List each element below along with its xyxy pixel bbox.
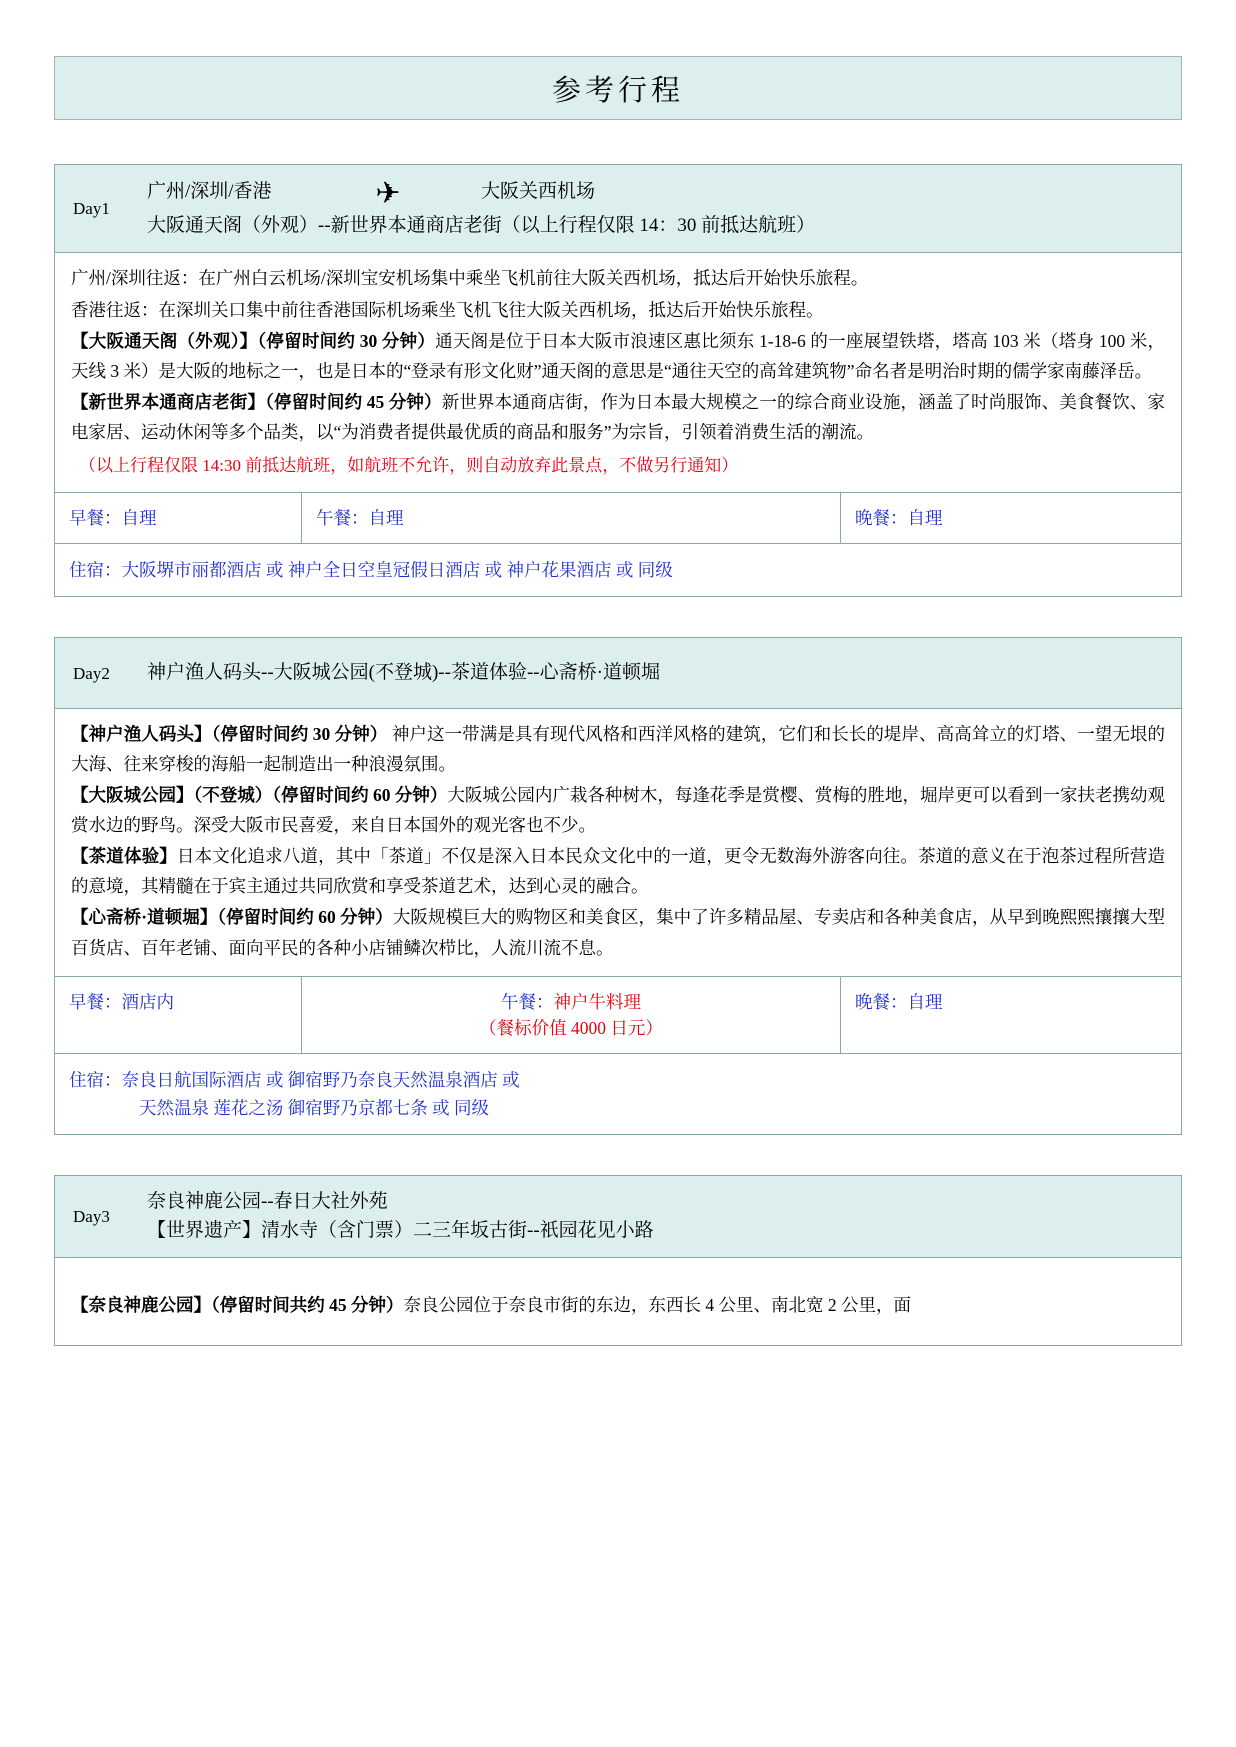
day2-hotel-row — [55, 1054, 1181, 1134]
day2-breakfast-cell — [55, 977, 302, 1054]
airplane-icon: ✈ — [375, 177, 401, 210]
day3-spot-1 — [71, 1290, 1165, 1320]
day1-breakfast-label: 早餐： — [69, 508, 122, 529]
day1-hotel-value: 大阪堺市丽都酒店 或 神户全日空皇冠假日酒店 或 神户花果酒店 或 同级 — [121, 560, 673, 581]
day1-label: Day1 — [73, 199, 110, 219]
day1-dinner-value: 自理 — [907, 508, 943, 529]
day2-spot-2-title: 【大阪城公园】（不登城）（停留时间约 60 分钟） — [71, 785, 448, 806]
day2-spot-1 — [71, 719, 1165, 779]
day1-arrival-airport: 大阪关西机场 — [481, 181, 596, 203]
day1-spot-2-text: 新世界本通商店街，作为日本最大规模之一的综合商业设施，涵盖了时尚服饰、美食餐饮、家电家居、运动休闲等多个品类，以“为消费者提供最优质的商品和服务”为宗旨，引领着消费生活的潮流。 — [71, 391, 1166, 442]
day3-spot-1-title: 【奈良神鹿公园】（停留时间共约 45 分钟） — [71, 1294, 404, 1315]
day2-dinner-label: 晚餐： — [855, 991, 908, 1012]
day1-hotel-label: 住宿： — [69, 560, 122, 581]
day2-spot-3 — [71, 841, 1165, 901]
day1-meals-row — [55, 492, 1181, 544]
day1-breakfast-value: 自理 — [121, 508, 157, 529]
day2-label: Day2 — [73, 663, 110, 683]
day2-lunch-value: 神户牛料理 — [553, 991, 641, 1012]
day1-dinner-label: 晚餐： — [855, 508, 908, 529]
day3-label: Day3 — [73, 1207, 110, 1227]
day2-spot-3-title: 【茶道体验】 — [71, 846, 177, 867]
day1-lunch-value: 自理 — [368, 508, 404, 529]
day2-hotel-label: 住宿： — [69, 1070, 122, 1091]
day3-spot-1-text: 奈良公园位于奈良市街的东边，东西长 4 公里、南北宽 2 公里，面 — [403, 1294, 911, 1315]
day2-lunch-sub: （餐标价值 4000 日元） — [479, 1017, 663, 1038]
day3-header-row1: 奈良神鹿公园--春日大社外苑 — [147, 1191, 388, 1213]
day-block-1 — [54, 164, 1182, 597]
day1-header-row2: 大阪通天阁（外观）--新世界本通商店老街（以上行程仅限 14：30 前抵达航班） — [147, 215, 816, 236]
day2-spot-4-text: 大阪规模巨大的购物区和美食区，集中了许多精品屋、专卖店和各种美食店，从早到晚熙熙攘攘大型百货店、百年老铺、面向平民的各种小店铺鳞次栉比，人流川流不息。 — [71, 907, 1165, 958]
day3-header — [55, 1176, 1181, 1258]
day2-spot-1-title: 【神户渔人码头】（停留时间约 30 分钟） — [71, 723, 388, 744]
day1-body — [55, 253, 1181, 492]
day2-dinner-cell — [841, 977, 1181, 1054]
day1-paragraph-1: 广州/深圳往返：在广州白云机场/深圳宝安机场集中乘坐飞机前往大阪关西机场，抵达后开始快乐旅程。 — [71, 268, 869, 289]
day2-breakfast-label: 早餐： — [69, 991, 122, 1012]
day1-paragraph-2: 香港往返：在深圳关口集中前往香港国际机场乘坐飞机飞往大阪关西机场，抵达后开始快乐旅程。 — [71, 299, 824, 320]
day2-dinner-value: 自理 — [907, 991, 943, 1012]
day1-lunch-cell — [302, 493, 841, 543]
day2-spot-4-title: 【心斋桥·道顿堀】（停留时间约 60 分钟） — [71, 907, 393, 928]
day1-header-row1 — [147, 177, 1163, 210]
day2-spot-4 — [71, 902, 1165, 962]
day2-hotel-value-line1: 奈良日航国际酒店 或 御宿野乃奈良天然温泉酒店 或 — [121, 1070, 520, 1091]
day1-flight-note: （以上行程仅限 14:30 前抵达航班，如航班不允许，则自动放弃此景点，不做另行通知） — [79, 456, 739, 475]
day2-spot-2 — [71, 780, 1165, 840]
day2-header — [55, 638, 1181, 708]
day1-breakfast-cell — [55, 493, 302, 543]
day3-body — [55, 1258, 1181, 1345]
day1-spot-2 — [71, 387, 1165, 447]
day2-body — [55, 709, 1181, 976]
day2-spot-2-text: 大阪城公园内广栽各种树木，每逢花季是赏樱、赏梅的胜地，堀岸更可以看到一家扶老携幼观赏水边的野鸟。深受大阪市民喜爱，来自日本国外的观光客也不少。 — [71, 785, 1165, 836]
day1-spot-2-title: 【新世界本通商店老街】（停留时间约 45 分钟） — [71, 391, 442, 412]
day1-departure-cities: 广州/深圳/香港 — [147, 181, 272, 203]
day2-spot-1-text: 神户这一带满是具有现代风格和西洋风格的建筑，它们和长长的堤岸、高高耸立的灯塔、一望无垠的大海、往来穿梭的海船一起制造出一种浪漫氛围。 — [71, 723, 1166, 775]
day1-header — [55, 165, 1181, 253]
day-block-2 — [54, 637, 1182, 1135]
day-block-3 — [54, 1175, 1182, 1346]
day1-lunch-label: 午餐： — [316, 508, 369, 529]
day1-spot-1-title: 【大阪通天阁（外观）】（停留时间约 30 分钟） — [71, 330, 436, 351]
day1-spot-1 — [71, 326, 1165, 386]
day2-lunch-label: 午餐： — [501, 991, 554, 1012]
day1-hotel-row — [55, 544, 1181, 596]
document-title-box — [54, 56, 1182, 120]
day2-breakfast-value: 酒店内 — [121, 991, 174, 1012]
day1-dinner-cell — [841, 493, 1181, 543]
day2-hotel-value-line2: 天然温泉 莲花之汤 御宿野乃京都七条 或 同级 — [139, 1098, 489, 1119]
day2-lunch-cell — [302, 977, 841, 1054]
page-title: 参考行程 — [551, 74, 684, 107]
day3-header-row2: 【世界遗产】清水寺（含门票）二三年坂古街--祇园花见小路 — [147, 1219, 654, 1241]
day1-spot-1-text: 通天阁是位于日本大阪市浪速区惠比须东 1-18-6 的一座展望铁塔，塔高 103 米（塔身 100 米，天线 3 米）是大阪的地标之一，也是日本的“登录有形文化财”通天阁的意思是“通往天空的高耸建筑物”命名者是明治时期的儒学家南藤泽岳。 — [71, 330, 1166, 381]
day2-meals-row — [55, 976, 1181, 1055]
day2-header-row1: 神户渔人码头--大阪城公园(不登城)--茶道体验--心斋桥·道顿堀 — [147, 662, 660, 684]
day2-spot-3-text: 日本文化追求八道，其中「茶道」不仅是深入日本民众文化中的一道，更令无数海外游客向往。茶道的意义在于泡茶过程所营造的意境，其精髓在于宾主通过共同欣赏和享受茶道艺术，达到心灵的融合。 — [71, 846, 1166, 897]
